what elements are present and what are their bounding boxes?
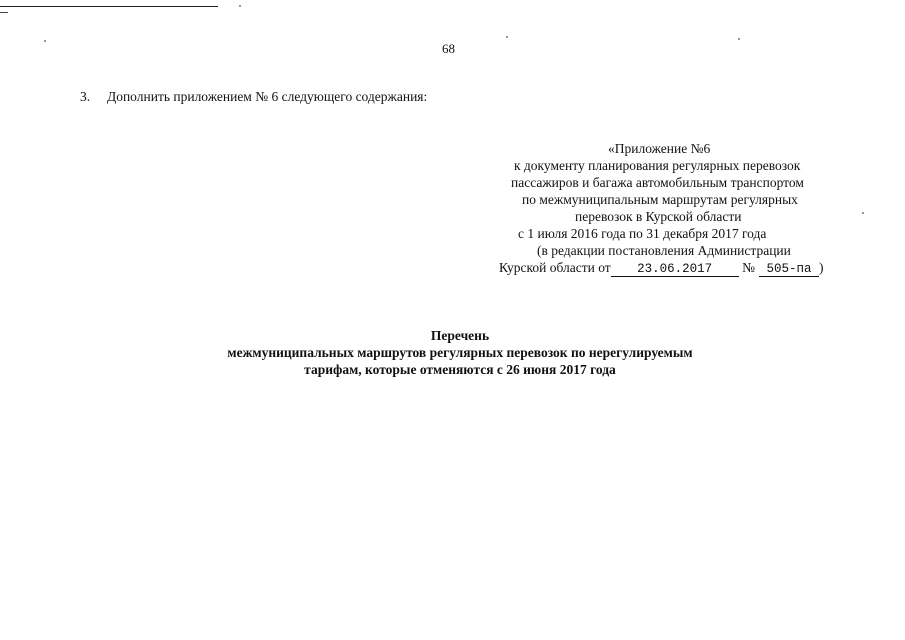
title-line-2: межмуниципальных маршрутов регулярных перевозок по нерегулируемым <box>227 345 693 360</box>
resolution-number: 505-па <box>759 262 819 277</box>
scan-speck <box>738 38 740 40</box>
list-title <box>150 327 770 378</box>
appendix-line-2: пассажиров и багажа автомобильным транспортом <box>511 175 804 190</box>
appendix-line-7 <box>499 259 823 277</box>
scan-speck <box>44 40 46 42</box>
closing-paren: ) <box>818 260 824 275</box>
page-number: 68 <box>442 41 455 56</box>
appendix-line-5: с 1 июля 2016 года по 31 декабря 2017 года <box>518 226 767 241</box>
item-number: 3. <box>80 89 91 104</box>
appendix-line-4: перевозок в Курской области <box>575 209 742 224</box>
resolution-date: 23.06.2017 <box>611 262 739 277</box>
item-paragraph <box>80 89 427 105</box>
item-text: Дополнить приложением № 6 следующего содержания: <box>107 89 428 104</box>
scan-speck <box>862 212 864 214</box>
appendix-line-3: по межмуниципальным маршрутам регулярных <box>522 192 798 207</box>
appendix-line-7-prefix: Курской области от <box>499 260 611 275</box>
number-label: № <box>742 260 755 275</box>
appendix-line-6: (в редакции постановления Администрации <box>537 243 791 258</box>
top-rule <box>0 6 218 7</box>
scan-speck <box>239 5 241 7</box>
appendix-heading: «Приложение №6 <box>608 141 711 156</box>
appendix-line-1: к документу планирования регулярных перевозок <box>514 158 801 173</box>
top-rule-short <box>0 12 8 13</box>
title-line-1: Перечень <box>430 328 490 343</box>
scan-speck <box>506 36 508 38</box>
title-line-3: тарифам, которые отменяются с 26 июня 2017 года <box>304 362 616 377</box>
